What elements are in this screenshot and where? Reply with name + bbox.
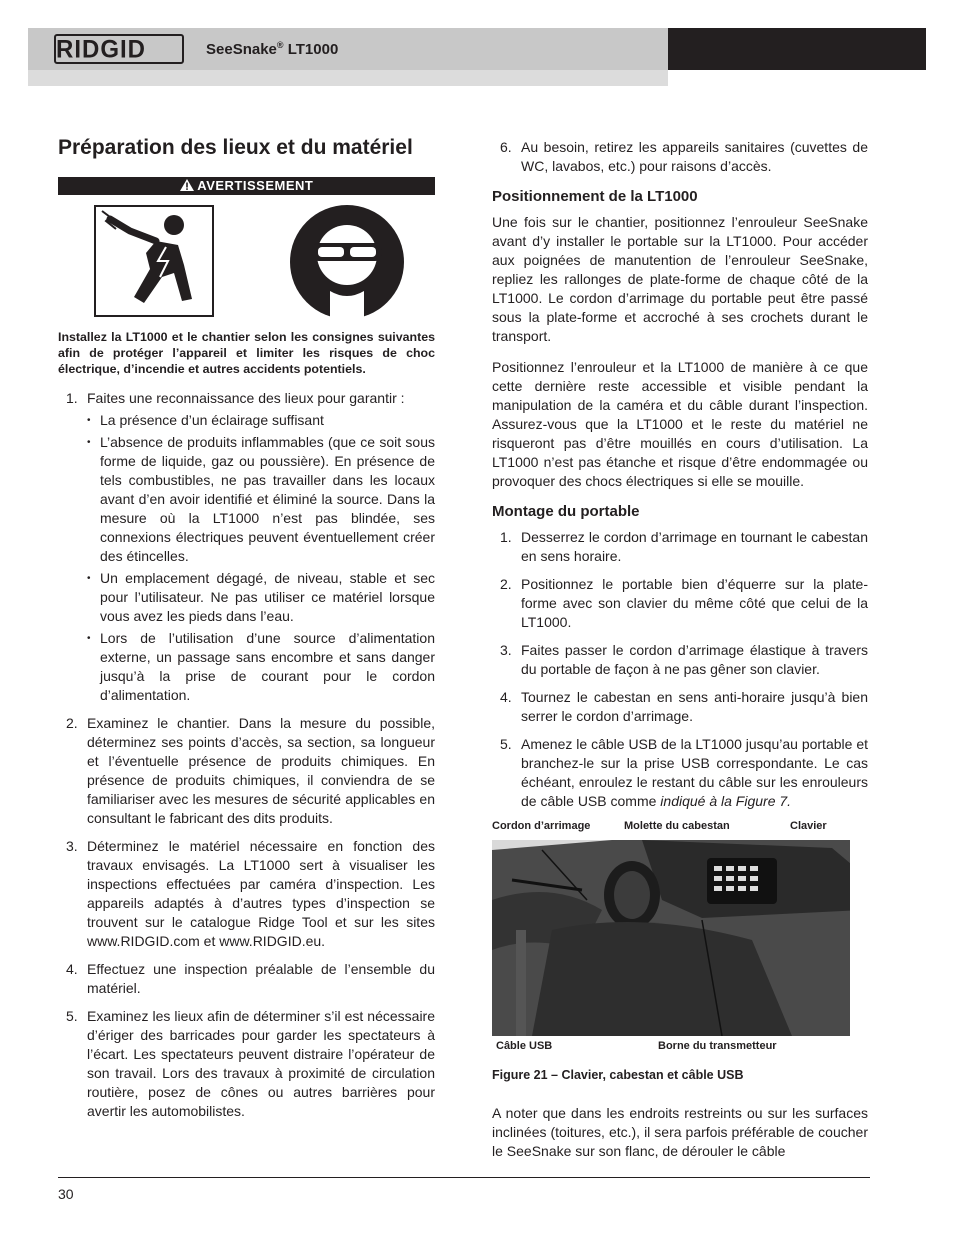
page-header	[28, 28, 926, 86]
header-black-band	[668, 28, 926, 70]
figure-photo	[492, 840, 850, 1036]
list-item	[58, 1007, 435, 1121]
item-text: Déterminez le matériel nécessaire en fonction des travaux envisagés. La LT1000 sert à visualiser les inspections effectuées par caméra d’inspection. Les appareils adaptés à d’autres types d’inspection se trouvent sur le catalogue Ridge Tool et sur les sites www.RIDGID.com et www.RIDGID.eu.	[87, 838, 435, 949]
list-item	[492, 138, 868, 176]
item-text: Desserrez le cordon d’arrimage en tournant le cabestan en sens horaire.	[521, 529, 868, 564]
ridgid-logo: RIDGID	[56, 35, 146, 64]
product-name: SeeSnake	[206, 41, 277, 58]
item-number: 3.	[66, 838, 78, 854]
label-keypad: Clavier	[790, 820, 827, 832]
mounting-steps	[492, 528, 868, 811]
subsection-title: Positionnement de la LT1000	[492, 188, 698, 205]
list-item	[492, 641, 868, 679]
label-usb: Câble USB	[496, 1040, 553, 1052]
warning-label: AVERTISSEMENT	[197, 178, 314, 193]
paragraph: A noter que dans les endroits restreints ou sur les surfaces inclinées (toitures, etc.), il sera parfois préférable de coucher le SeeSnake sur son flanc, de dérouler le câble	[492, 1105, 868, 1159]
list-item	[58, 837, 435, 951]
list-item	[492, 528, 868, 566]
list-item	[58, 714, 435, 828]
warning-bar	[58, 177, 435, 195]
item-text: Positionnez le portable bien d’équerre sur la plate-forme avec son clavier du même côté que celui de la LT1000.	[521, 576, 868, 630]
list-item	[492, 735, 868, 811]
list-item	[58, 389, 435, 705]
right-column	[492, 138, 868, 1173]
list-item	[492, 688, 868, 726]
item-number: 1.	[66, 390, 78, 406]
footer-rule	[58, 1177, 870, 1178]
item-number: 5.	[66, 1008, 78, 1024]
bullet-item: • La présence d’un éclairage suffisant	[87, 411, 435, 430]
item-number: 3.	[500, 642, 512, 658]
electric-shock-icon	[94, 205, 214, 317]
safety-glasses-icon	[290, 205, 404, 319]
list-item	[58, 960, 435, 998]
bullet-item: • L’absence de produits inflammables (que ce soit sous forme de liquide, gaz ou poussière). En présence de tels combustibles, ne pas travailler dans les locaux avant d’en avoir identifié et éliminé la source. Dans la mesure où la LT1000 n’est pas blindée, ses connexions électriques peuvent éventuellement créer des étincelles.	[87, 433, 435, 566]
preparation-list	[58, 389, 435, 1121]
item-number: 4.	[500, 689, 512, 705]
section-title: Préparation des lieux et du matériel	[58, 136, 413, 159]
list-item	[492, 575, 868, 632]
item-text: Au besoin, retirez les appareils sanitaires (cuvettes de WC, lavabos, etc.) pour raisons d’accès.	[521, 139, 868, 174]
item-number: 4.	[66, 961, 78, 977]
item-text: Effectuez une inspection préalable de l’ensemble du matériel.	[87, 961, 435, 996]
figure-reference: indiqué à la Figure 7.	[660, 793, 792, 809]
warning-triangle-icon	[180, 178, 198, 193]
item-text-main: Amenez le câble USB de la LT1000 jusqu’au portable et branchez-le sur la prise USB correspondante. Le cas échéant, enroulez le restant du câble sur les enrouleurs de câble USB comme	[521, 736, 868, 809]
item-number: 5.	[500, 736, 512, 752]
header-grey-lower-band	[28, 70, 668, 86]
subsection-title: Montage du portable	[492, 503, 640, 520]
figure-top-labels	[492, 820, 868, 838]
paragraph: Une fois sur le chantier, positionnez l’enrouleur SeeSnake avant d’y installer le portable sur la LT1000. Pour accéder aux poignées de manutention de l’enrouleur SeeSnake, repliez les rallonges de plate-forme de chaque côté de la LT1000. Le cordon d’arrimage du portable peut être passé sous la plate-forme et accroché à ses crochets durant le transport.	[492, 214, 868, 344]
figure-caption: Figure 21 – Clavier, cabestan et câble USB	[492, 1068, 744, 1082]
item-number: 1.	[500, 529, 512, 545]
left-column	[58, 136, 435, 1130]
registered-mark: ®	[276, 40, 284, 50]
figure-bottom-labels	[492, 1040, 868, 1058]
item-text: Examinez les lieux afin de déterminer s’il est nécessaire d’ériger des barricades pour garder les spectateurs à l’écart. Les spectateurs peuvent distraire l’opérateur de son travail. Lors des travaux à proximité de circulation routière, posez de cônes ou autres barrières pour avertir les automobilistes.	[87, 1008, 435, 1119]
paragraph: Positionnez l’enrouleur et la LT1000 de manière à ce que cette dernière reste accessible et visible pendant la manipulation de la caméra et du câble durant l’inspection. Assurez-vous que la LT1000 et le reste du matériel ne risqueront pas d’être mouillés en cours d’utilisation. La LT1000 n’est pas étanche et risque d’être endommagée ou provoquer des chocs électriques si elle se mouille.	[492, 359, 868, 489]
label-cord: Cordon d’arrimage	[492, 820, 591, 832]
item-number: 2.	[500, 576, 512, 592]
item-number: 6.	[500, 139, 512, 155]
item-number: 2.	[66, 715, 78, 731]
product-title	[206, 40, 338, 58]
label-capstan: Molette du cabestan	[624, 820, 730, 832]
bullet-item: • Lors de l’utilisation d’une source d’alimentation externe, un passage sans encombre et sans danger jusqu’à la prise de courant pour le cordon d’alimentation.	[87, 629, 435, 705]
item-text: Examinez le chantier. Dans la mesure du possible, déterminez ses points d’accès, sa section, sa longueur et l’éventuelle présence de produits chimiques. En présence de produits chimiques, il conviendra de se familiariser avec les mesures de sécurité applicables en consultant le fabricant des dits produits.	[87, 715, 435, 826]
item-text: Tournez le cabestan en sens anti-horaire jusqu’à bien serrer le cordon d’arrimage.	[521, 689, 868, 724]
item-text: Faites passer le cordon d’arrimage élastique à travers du portable de façon à ne pas gêner son clavier.	[521, 642, 868, 677]
bullet-item: • Un emplacement dégagé, de niveau, stable et sec pour l’utilisateur. Ne pas utiliser ce matériel lorsque vous avez les pieds dans l’eau.	[87, 569, 435, 626]
warning-icons	[58, 205, 435, 325]
item-text	[521, 735, 868, 811]
label-terminal: Borne du transmetteur	[658, 1040, 777, 1052]
product-model: LT1000	[287, 41, 339, 58]
item-text: Faites une reconnaissance des lieux pour garantir :	[87, 390, 405, 406]
warning-text: Installez la LT1000 et le chantier selon les consignes suivantes afin de protéger l’appareil et limiter les risques de choc électrique, d’incendie et autres accidents potentiels.	[58, 330, 435, 376]
page-number: 30	[58, 1186, 74, 1202]
